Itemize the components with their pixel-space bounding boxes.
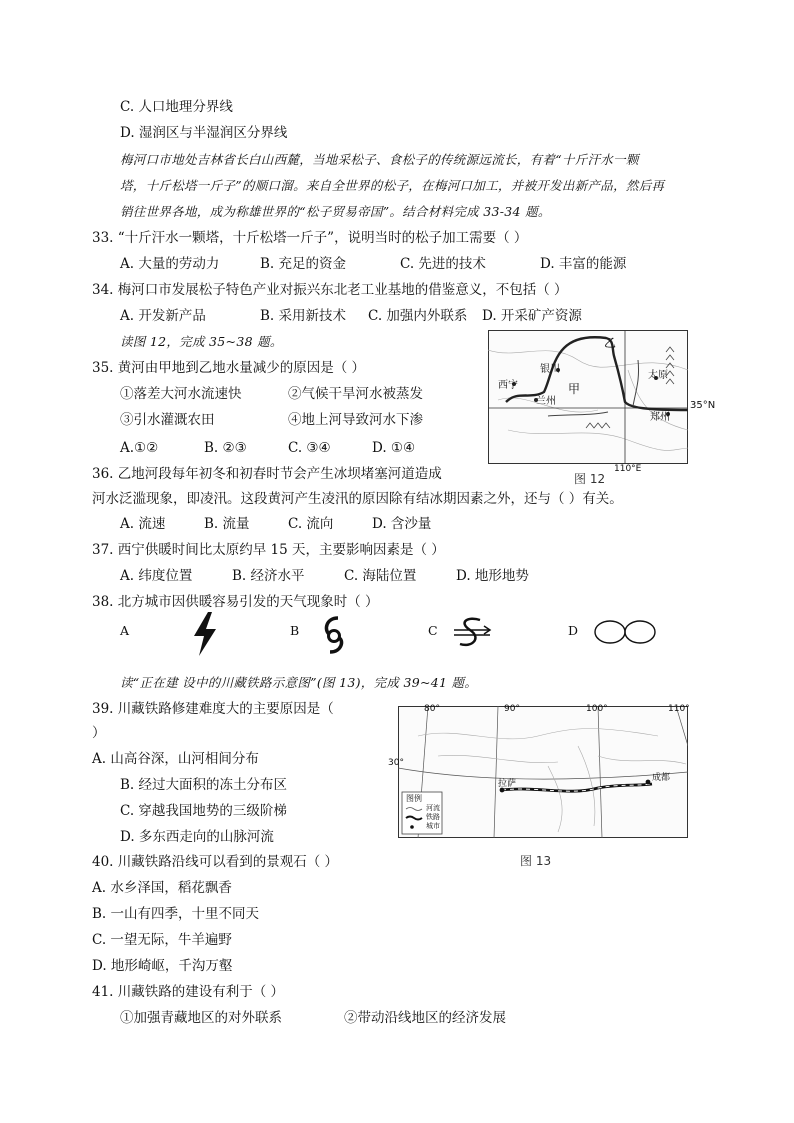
haze-icon [592,618,660,646]
question-33-options [0,255,794,273]
q40-option-c[interactable]: C. 一望无际，牛羊遍野 [92,932,232,948]
option-c[interactable]: C. ③④ [288,440,331,456]
label-110e: 110°E [614,464,642,474]
q39-option-c[interactable]: C. 穿越我国地势的三级阶梯 [120,803,287,819]
option-d[interactable]: D. 含沙量 [372,516,432,532]
yellow-river-map [488,330,688,464]
option-b[interactable]: B. 经济水平 [232,568,305,584]
label-taiyuan: 太原 [648,370,668,381]
question-39-line-1: 39. 川藏铁路修建难度大的主要原因是（ [92,701,334,717]
figure-12-map [488,330,716,474]
material-line-1: 梅河口市地处吉林省长白山西麓，当地采松子、食松子的传统源远流长，有着“十斤汗水一颗 [120,152,639,167]
option-b[interactable]: B. ②③ [204,440,247,456]
q39-option-a[interactable]: A. 山高谷深，山河相间分布 [92,751,259,767]
option-d-line: D. 湿润区与半湿润区分界线 [120,125,288,141]
figure-13-caption: 图 13 [520,854,552,868]
label-90: 90° [504,704,520,714]
option-a[interactable]: A. 大量的劳动力 [120,256,220,272]
legend-city: 城市 [426,822,440,830]
label-zhengzhou: 郑州 [650,412,670,423]
figure-12-caption: 图 12 [574,472,606,486]
read-figure-12: 读图 12，完成 35~38 题。 [120,334,283,349]
q39-option-d[interactable]: D. 多东西走向的山脉河流 [120,829,274,845]
material-line-3: 销往世界各地，成为称雄世界的“松子贸易帝国”。结合材料完成 33-34 题。 [120,204,551,219]
option-c-line: C. 人口地理分界线 [120,99,233,115]
option-a[interactable]: A. 开发新产品 [120,308,206,324]
question-39-line-2: ） [92,725,106,741]
question-34: 34. 梅河口市发展松子特色产业对振兴东北老工业基地的借鉴意义，不包括（ ） [92,282,568,298]
sandstorm-icon [450,614,494,652]
q35-statement-2: ②气候干旱河水被蒸发 [288,386,423,402]
question-37: 37. 西宁供暖时间比太原约早 15 天，主要影响因素是（ ） [92,542,445,558]
sichuan-tibet-railway-map [398,706,688,838]
option-b[interactable]: B. 充足的资金 [260,256,347,272]
label-jia: 甲 [568,382,581,396]
option-c[interactable]: C. 海陆位置 [344,568,417,584]
option-c[interactable]: C. 先进的技术 [400,256,486,272]
question-36-options [0,515,794,533]
read-figure-13: 读“正在建 设中的川藏铁路示意图”(图 13)，完成 39~41 题。 [120,675,478,690]
q35-statement-1: ①落差大河水流速快 [120,386,242,402]
question-36-line-2: 河水泛滥现象，即凌汛。这段黄河产生凌汛的原因除有结冰期因素之外，还与（ ）有关。 [92,491,623,507]
option-d[interactable]: D. 地形地势 [456,568,529,584]
question-40: 40. 川藏铁路沿线可以看到的景观石（ ） [92,854,339,870]
option-d[interactable]: D. 丰富的能源 [540,256,627,272]
label-yinchuan: 银川 [540,364,560,375]
question-35: 35. 黄河由甲地到乙地水量减少的原因是（ ） [92,360,366,376]
q40-option-d[interactable]: D. 地形崎岖，千沟万壑 [92,958,233,974]
q41-statement-1: ①加强青藏地区的对外联系 [120,1010,282,1026]
label-yi: 乙 [604,336,617,350]
option-a[interactable]: A. 流速 [120,516,166,532]
typhoon-icon [318,614,350,654]
q40-option-a[interactable]: A. 水乡泽国，稻花飘香 [92,880,232,896]
label-35n: 35°N [690,400,716,411]
legend-title: 图例 [406,794,422,803]
question-41: 41. 川藏铁路的建设有利于（ ） [92,984,285,1000]
label-110: 110° [668,704,690,714]
option-c[interactable]: C [428,623,438,638]
q35-statement-4: ④地上河导致河水下渗 [288,412,423,428]
label-xining: 西宁 [498,380,518,391]
option-a[interactable]: A.①② [120,440,159,456]
label-lanzhou: 兰州 [536,396,556,407]
q39-option-b[interactable]: B. 经过大面积的冻土分布区 [120,777,288,793]
figure-13-map [388,704,690,838]
question-33: 33. “十斤汗水一颗塔，十斤松塔一斤子”，说明当时的松子加工需要（ ） [92,230,528,246]
lightning-icon [190,612,220,656]
question-34-options [0,307,794,325]
label-30: 30° [388,758,404,768]
question-36-line-1: 36. 乙地河段每年初冬和初春时节会产生冰坝堵塞河道造成 [92,466,442,482]
q35-statement-3: ③引水灌溉农田 [120,412,215,428]
option-b[interactable]: B [290,623,300,638]
option-d[interactable]: D [568,623,579,638]
option-c[interactable]: C. 流向 [288,516,334,532]
label-chengdu: 成都 [652,773,671,783]
material-line-2: 塔，十斤松塔一斤子”的顺口溜。来自全世界的松子，在梅河口加工，并被开发出新产品，然后再 [120,178,665,193]
label-lhasa: 拉萨 [498,779,517,789]
option-d[interactable]: D. 开采矿产资源 [482,308,582,324]
question-38: 38. 北方城市因供暖容易引发的天气现象时（ ） [92,594,379,610]
option-d[interactable]: D. ①④ [372,440,416,456]
legend-railway: 铁路 [426,813,440,821]
label-80: 80° [424,704,440,714]
option-b[interactable]: B. 采用新技术 [260,308,347,324]
option-a[interactable]: A [120,623,130,638]
option-b[interactable]: B. 流量 [204,516,250,532]
option-a[interactable]: A. 纬度位置 [120,568,193,584]
q41-statement-2: ②带动沿线地区的经济发展 [344,1010,506,1026]
question-38-options [0,622,794,640]
question-37-options [0,567,794,585]
label-100: 100° [586,704,608,714]
legend-river: 河流 [426,804,440,812]
option-c[interactable]: C. 加强内外联系 [368,308,468,324]
q40-option-b[interactable]: B. 一山有四季，十里不同天 [92,906,260,922]
